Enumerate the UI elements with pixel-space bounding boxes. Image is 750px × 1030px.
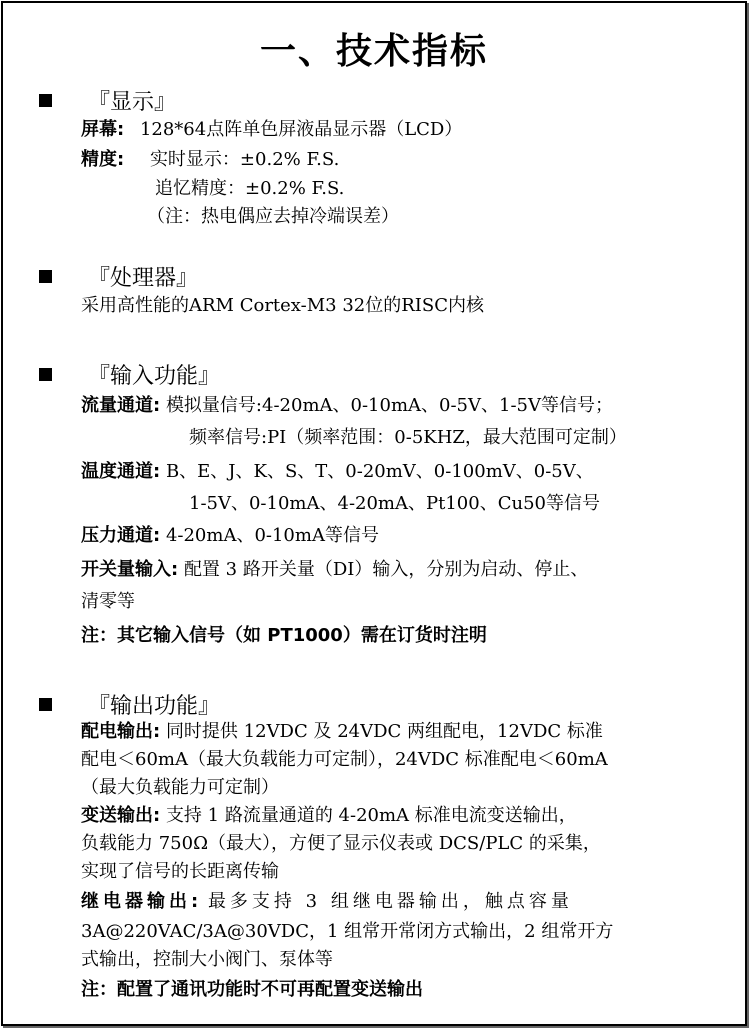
- trans-label: 变送输出:: [81, 805, 161, 826]
- temp-types-1: B、E、J、K、S、T、0-20mV、0-100mV、0-5V、: [165, 461, 594, 482]
- power-text-1: 同时提供 12VDC 及 24VDC 两组配电，12VDC 标准: [165, 721, 603, 742]
- page-title: 一、技术指标: [259, 31, 488, 72]
- relay-label: 继电器输出:: [81, 891, 203, 912]
- bullet-square-icon: [39, 368, 52, 381]
- section-display-title: 『显示』: [88, 90, 177, 115]
- trans-text-1: 支持 1 路流量通道的 4-20mA 标准电流变送输出，: [165, 805, 577, 826]
- relay-text-3: 式输出，控制大小阀门、泵体等: [81, 949, 333, 970]
- pressure-value: 4-20mA、0-10mA等信号: [165, 525, 379, 546]
- bullet-square-icon: [39, 698, 52, 711]
- bullet-square-icon: [39, 94, 52, 107]
- flow-label: 流量通道:: [81, 395, 161, 416]
- section-output-heading: [39, 689, 220, 720]
- trans-text-3: 实现了信号的长距离传输: [81, 861, 279, 882]
- screen-value: 128*64点阵单色屏液晶显示器（LCD）: [139, 119, 463, 140]
- section-input-heading: [39, 359, 220, 390]
- relay-row: [81, 891, 573, 913]
- output-note: 注：配置了通讯功能时不可再配置变送输出: [81, 979, 423, 1000]
- section-output-title: 『输出功能』: [88, 694, 221, 719]
- relay-text-2: 3A@220VAC/3A@30VDC，1 组常开常闭方式输出，2 组常开方: [81, 921, 614, 942]
- precision-label: 精度:: [81, 149, 125, 170]
- precision-recall: 追忆精度：±0.2% F.S.: [155, 178, 345, 199]
- temp-types-2: 1-5V、0-10mA、4-20mA、Pt100、Cu50等信号: [189, 493, 600, 514]
- temp-row: [81, 461, 594, 483]
- section-display-heading: [39, 85, 176, 116]
- bullet-square-icon: [39, 270, 52, 283]
- precision-row: [81, 149, 339, 171]
- pressure-row: [81, 525, 379, 547]
- spec-page: [1, 1, 747, 1026]
- switch-value-2: 清零等: [81, 591, 135, 612]
- precision-realtime: 实时显示：±0.2% F.S.: [149, 149, 340, 170]
- section-input-title: 『输入功能』: [88, 364, 221, 389]
- power-text-3: （最大负载能力可定制）: [81, 777, 279, 798]
- trans-row: [81, 805, 577, 827]
- flow-row: [81, 395, 613, 417]
- trans-text-2: 负载能力 750Ω（最大），方便了显示仪表或 DCS/PLC 的采集，: [81, 833, 601, 854]
- switch-row: [81, 559, 588, 581]
- power-label: 配电输出:: [81, 721, 161, 742]
- temp-label: 温度通道:: [81, 461, 161, 482]
- flow-analog: 模拟量信号:4-20mA、0-10mA、0-5V、1-5V等信号；: [165, 395, 613, 416]
- processor-text: 采用高性能的ARM Cortex-M3 32位的RISC内核: [81, 295, 484, 316]
- section-processor-title: 『处理器』: [88, 266, 199, 291]
- flow-frequency: 频率信号:PI（频率范围：0-5KHZ，最大范围可定制）: [189, 427, 627, 448]
- screen-row: [81, 119, 462, 141]
- input-note: 注：其它输入信号（如 PT1000）需在订货时注明: [81, 625, 487, 646]
- switch-label: 开关量输入:: [81, 559, 179, 580]
- pressure-label: 压力通道:: [81, 525, 161, 546]
- relay-text-1: 最多支持 3 组继电器输出，触点容量: [207, 891, 573, 912]
- screen-label: 屏幕:: [81, 119, 125, 140]
- display-note: （注：热电偶应去掉冷端误差）: [147, 206, 399, 227]
- section-processor-heading: [39, 261, 198, 292]
- switch-value-1: 配置 3 路开关量（DI）输入，分别为启动、停止、: [183, 559, 589, 580]
- power-row: [81, 721, 603, 743]
- power-text-2: 配电＜60mA（最大负载能力可定制），24VDC 标准配电＜60mA: [81, 749, 608, 770]
